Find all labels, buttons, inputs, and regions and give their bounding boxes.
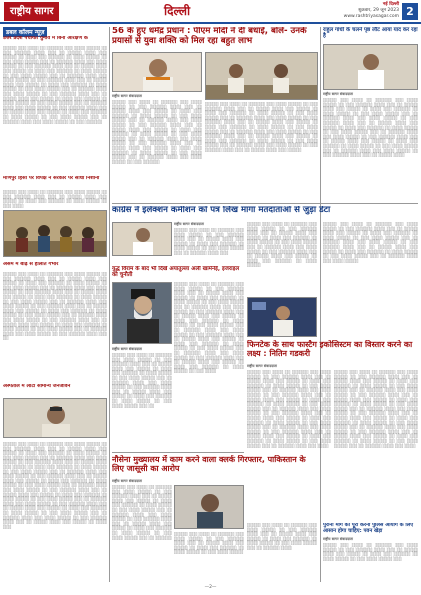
congress-headline: कांग्रेस ने इलेक्शन कमीशन को पत्र लिख मांगा मतदाताओं से जुड़ा डेटा bbox=[112, 206, 331, 215]
body-filler: ░░░░░ ░░░ ░░░░ ░░ ░░░░░░ ░░░ ░░░░ ░░░░░ ░░ ░░░ ░░░░░░ ░░░░ ░░░ ░░ ░░░░░ ░░░░ ░░░ ░░░░░ ░░ ░░░░ ░░░ ░░░░░░ ░░ ░░░░ ░░░░░ ░░ ░░░ ░░░░ ░░░░░ ░░░ ░░ ░░░░░░ ░░░░ ░░░ ░░░░ ░░░░░ ░░ ░░░ ░░░░░░ ░░░░ ░░░ ░░ ░░░░░ ░░░░ ░░░ ░░░░░ ░░ ░░░░ ░░░ ░░░░░░ ░░ ░░░░ ░░░░░ ░░ ░░░ ░░░░ ░░░░░ ░░░ ░░ ░░░░░░ ░░░░ ░░░ ░░░░ ░░░░░ ░░ ░░░ ░░░░░░ ░░░░ ░░░ ░░ ░░░░░ ░░░░ ░░░ ░░░░░ ░░ ░░░░ ░░░ ░░░░░░ ░░ ░░░░ ░░░░░ ░░ ░░░ ░░░░ ░░░░░ ░░░ ░░ ░░░░░░ ░░░░ ░░░ ░░░░ ░░░░░ ░░ ░░░ ░░░░░░ ░░░░ ░░░ ░░ ░░░░░ ░░░░ ░░░ ░░░░░ ░░ ░░░░ ░░░ ░░░░░░ ░░ ░░░░ ░░░░░ ░░ ░░░ ░░░░ bbox=[174, 282, 244, 374]
lead-body-col2 bbox=[205, 102, 318, 200]
page-number: 2 bbox=[402, 3, 418, 20]
navy-body-col1 bbox=[112, 485, 172, 582]
body-filler: ░░░░░ ░░░ ░░░░ ░░ ░░░░░░ ░░░ ░░░░ ░░░░░ ░░ ░░░ ░░░░░░ ░░░░ ░░░ ░░ ░░░░░ ░░░░ ░░░ ░░░░░ ░░ ░░░░ ░░░ ░░░░░░ ░░ ░░░░ ░░░░░ ░░ ░░░ ░░░░ ░░░░░ bbox=[174, 532, 244, 555]
body-filler: ░░░░░ ░░░ ░░░░ ░░ ░░░░░░ ░░░ ░░░░ ░░░░░ ░░ ░░░ ░░░░░░ ░░░░ ░░░ ░░ ░░░░░ ░░░░ ░░░ ░░░░░ ░░ ░░░░ ░░░ ░░░░░░ ░░ ░░░░ ░░░░░ ░░ ░░░ ░░░░ bbox=[3, 190, 107, 208]
lead-byline: राष्ट्रीय सागर संवाददाता bbox=[112, 94, 142, 98]
row-rule-2 bbox=[112, 452, 244, 453]
congress-body-col2 bbox=[247, 222, 317, 294]
lead-photo-2 bbox=[205, 52, 318, 100]
body-filler: ░░░░░ ░░░ ░░░░ ░░ ░░░░░░ ░░░ ░░░░ ░░░░░ ░░ ░░░ ░░░░░░ ░░░░ ░░░ ░░ ░░░░░ ░░░░ ░░░ ░░░░░ ░░ ░░░░ ░░░ ░░░░░░ ░░ ░░░░ ░░░░░ ░░ ░░░ ░░░░ ░░░░░ ░░░ ░░ ░░░░░░ ░░░░ ░░░ ░░░░ ░░░░░ ░░ ░░░ ░░░░░░ ░░░░ ░░░ ░░ ░░░░░ ░░░░ ░░░ ░░░░░ ░░ ░░░░ ░░░ ░░░░░░ ░░ ░░░░ ░░░░░ ░░ ░░░ ░░░░ ░░░░░ ░░░ ░░ ░░░░░░ ░░░░ ░░░ ░░░░ ░░░░░ ░░ ░░░ ░░░░░░ ░░░░ ░░░ ░░ ░░░░░ ░░░░ ░░░ ░░░░░ ░░ ░░░░ ░░░ ░░░░░░ ░░ ░░░░ ░░░░░ ░░ ░░░ ░░░░ ░░░░░ ░░░ ░░ ░░░░░░ ░░░░ ░░░ ░░░░ ░░░░░ ░░ ░░░ ░░░░░░ ░░░░ ░░░ ░░ ░░░░░ ░░░░ ░░░ ░░░░░ ░░ ░░░░ ░░░ ░░░░░░ ░░ ░░░░ ░░░░░ ░░ ░░░ ░░░░ ░░░░░ ░░░ ░░ ░░░░░░ ░░░░ ░░░ ░░░░ ░░░░░ ░░ ░░░ ░░░░░░ ░░░░ ░░░ ░░ bbox=[3, 272, 107, 341]
body-filler: ░░░░░ ░░░ ░░░░ ░░ ░░░░░░ ░░░ ░░░░ ░░░░░ ░░ ░░░ ░░░░░░ ░░░░ ░░░ ░░ ░░░░░ ░░░░ ░░░ ░░░░░ ░░ ░░░░ ░░░ ░░░░░░ ░░ ░░░░ ░░░░░ ░░ ░░░ ░░░░ ░░░░░ ░░░ ░░ ░░░░░░ ░░░░ ░░░ ░░░░ ░░░░░ ░░ ░░░ ░░░░░░ ░░░░ ░░░ ░░ ░░░░░ ░░░░ ░░░ ░░░░░ ░░ ░░░░ ░░░ ░░░░░░ ░░ ░░░░ ░░░░░ ░░ ░░░ ░░░░ ░░░░░ ░░░ ░░ ░░░░░░ ░░░░ ░░░ ░░░░ ░░░░░ bbox=[323, 222, 418, 263]
masthead bbox=[0, 0, 421, 24]
cleric-photo-icon bbox=[113, 283, 172, 344]
congress-photo bbox=[112, 222, 172, 256]
left-story3-body bbox=[3, 272, 107, 382]
gadkari-headline: फिनटेक के साथ फास्टैग इकोसिस्टम का विस्तार करने का लक्ष्य : नितिन गडकरी bbox=[247, 340, 413, 359]
column-divider bbox=[109, 27, 110, 582]
body-filler: ░░░░░ ░░░ ░░░░ ░░ ░░░░░░ ░░░ ░░░░ ░░░░░ ░░ ░░░ ░░░░░░ ░░░░ ░░░ ░░ ░░░░░ ░░░░ ░░░ ░░░░░ ░░ ░░░░ ░░░ ░░░░░░ ░░ ░░░░ ░░░░░ ░░ ░░░ ░░░░ ░░░░░ ░░░ ░░ ░░░░░░ ░░░░ ░░░ ░░░░ ░░░░░ ░░ ░░░ ░░░░░░ ░░░░ ░░░ ░░ ░░░░░ ░░░░ ░░░ ░░░░░ ░░ ░░░░ ░░░ ░░░░░░ ░░ ░░░░ ░░░░░ ░░ ░░░ ░░░░ ░░░░░ ░░░ ░░ ░░░░░░ ░░░░ ░░░ ░░░░ ░░░░░ ░░ ░░░ ░░░░░░ ░░░░ ░░░ ░░ ░░░░░ ░░░░ ░░░ ░░░░░ ░░ ░░░░ ░░░ ░░░░░░ ░░ ░░░░ ░░░░░ ░░ ░░░ ░░░░ ░░░░░ ░░░ ░░ ░░░░░░ ░░░░ ░░░ ░░░░ ░░░░░ ░░ ░░░ ░░░░░░ ░░░░ ░░░ ░░ ░░░░░ ░░░░ bbox=[323, 98, 418, 158]
body-filler: ░░░░░ ░░░ ░░░░ ░░ ░░░░░░ ░░░ ░░░░ ░░░░░ ░░ ░░░ ░░░░░░ ░░░░ ░░░ ░░ ░░░░░ ░░░░ ░░░ ░░░░░ ░░ ░░░░ ░░░ ░░░░░░ ░░ ░░░░ ░░░░░ ░░ ░░░ ░░░░ ░░░░░ ░░░ bbox=[323, 543, 418, 561]
body-filler: ░░░░░ ░░░ ░░░░ ░░ ░░░░░░ ░░░ ░░░░ ░░░░░ ░░ ░░░ ░░░░░░ ░░░░ ░░░ ░░ ░░░░░ ░░░░ ░░░ ░░░░░ ░░ ░░░░ ░░░ ░░░░░░ ░░ ░░░░ ░░░░░ ░░ ░░░ ░░░░ ░░░░░ ░░░ ░░ ░░░░░░ ░░░░ ░░░ ░░░░ ░░░░░ ░░ ░░░ ░░░░░░ ░░░░ ░░░ ░░ ░░░░░ ░░░░ ░░░ ░░░░░ ░░ ░░░░ ░░░ ░░░░░░ ░░ ░░░░ ░░░░░ ░░ ░░░ ░░░░ ░░░░░ ░░░ ░░ ░░░░░░ ░░░░ ░░░ ░░░░ ░░░░░ ░░ ░░░ ░░░░░░ ░░░░ ░░░ ░░ ░░░░░ ░░░░ ░░░ ░░░░░ ░░ ░░░░ ░░░ ░░░░░░ ░░ ░░░░ ░░░░░ ░░ ░░░ ░░░░ ░░░░░ ░░░ ░░ ░░░░░░ ░░░░ ░░░ ░░░░ ░░░░░ ░░ ░░░ ░░░░░░ ░░░░ ░░░ ░░ ░░░░░ ░░░░ ░░░ ░░░░░ bbox=[205, 102, 318, 152]
lead-headline: 56 के हुए धर्मेंद्र प्रधान : पीएम मोदी ने दी बधाई, बोले- उनके प्रयासों से युवा शक्ति को मिल रहा बहुत लाभ bbox=[112, 27, 307, 46]
politician-photo-icon bbox=[113, 223, 172, 256]
war-photo bbox=[112, 282, 172, 344]
protest-photo-icon bbox=[4, 211, 107, 257]
lead-body-col1 bbox=[112, 100, 202, 200]
navy-photo bbox=[174, 485, 244, 529]
war-headline: युद्ध विराम के बाद भी दिखे अयातुल्ला अली खामेनेई, इजराइल को चुनौती bbox=[112, 266, 240, 279]
navy-headline: नौसेना मुख्यालय में काम करने वाला क्लर्क गिरफ्तार, पाकिस्तान के लिए जासूसी का आरोप bbox=[112, 455, 306, 474]
navy-byline: राष्ट्रीय सागर संवाददाता bbox=[112, 479, 142, 483]
left-story2-body bbox=[3, 190, 107, 208]
navy-body-col2 bbox=[174, 532, 244, 582]
right-top-photo bbox=[323, 44, 418, 90]
masthead-city: नई दिल्ली bbox=[382, 2, 399, 7]
left-story1-body bbox=[3, 46, 107, 174]
masthead-date: शुक्रवार, 29 जून 2023 bbox=[358, 8, 399, 13]
right-top-byline: राष्ट्रीय सागर संवाददाता bbox=[323, 92, 353, 96]
body-filler: ░░░░░ ░░░ ░░░░ ░░ ░░░░░░ ░░░ ░░░░ ░░░░░ ░░ ░░░ ░░░░░░ ░░░░ ░░░ ░░ ░░░░░ ░░░░ ░░░ ░░░░░ ░░ ░░░░ ░░░ ░░░░░░ ░░ ░░░░ ░░░░░ ░░ ░░░ ░░░░ ░░░░░ ░░░ ░░ ░░░░░░ ░░░░ bbox=[247, 523, 317, 550]
congress-byline: राष्ट्रीय सागर संवाददाता bbox=[174, 222, 204, 226]
gadkari-body-col1 bbox=[247, 370, 331, 520]
page-footer: —2— bbox=[204, 585, 217, 590]
conference-photo-icon bbox=[248, 298, 317, 337]
left-story4-body bbox=[3, 442, 107, 582]
body-filler: ░░░░░ ░░░ ░░░░ ░░ ░░░░░░ ░░░ ░░░░ ░░░░░ ░░ ░░░ ░░░░░░ ░░░░ ░░░ ░░ ░░░░░ ░░░░ ░░░ ░░░░░ ░░ ░░░░ ░░░ ░░░░░░ ░░ ░░░░ ░░░░░ ░░ ░░░ ░░░░ ░░░░░ ░░░ ░░ ░░░░░░ ░░░░ ░░░ bbox=[174, 228, 244, 255]
congress-body-col3 bbox=[323, 222, 418, 294]
right-top-body bbox=[323, 98, 418, 200]
right-top-headline: राहुल गांधी के चलने पृष्ठ लौट आया याद कर रहा है bbox=[323, 27, 418, 40]
gadkari-byline: राष्ट्रीय सागर संवाददाता bbox=[247, 364, 277, 368]
war-body-col2 bbox=[174, 282, 244, 449]
body-filler: ░░░░░ ░░░ ░░░░ ░░ ░░░░░░ ░░░ ░░░░ ░░░░░ ░░ ░░░ ░░░░░░ ░░░░ ░░░ ░░ ░░░░░ ░░░░ ░░░ ░░░░░ ░░ ░░░░ ░░░ ░░░░░░ ░░ ░░░░ ░░░░░ ░░ ░░░ ░░░░ ░░░░░ ░░░ ░░ ░░░░░░ ░░░░ ░░░ ░░░░ ░░░░░ ░░ ░░░ ░░░░░░ ░░░░ ░░░ ░░ ░░░░░ ░░░░ ░░░ ░░░░░ ░░ ░░░░ ░░░ ░░░░░░ ░░ ░░░░ ░░░░░ ░░ ░░░ ░░░░ ░░░░░ ░░░ ░░ ░░░░░░ bbox=[112, 485, 172, 540]
row-rule bbox=[112, 203, 418, 204]
gadkari-body-col2 bbox=[334, 370, 418, 520]
navy-body-col3 bbox=[247, 523, 317, 582]
body-filler: ░░░░░ ░░░ ░░░░ ░░ ░░░░░░ ░░░ ░░░░ ░░░░░ ░░ ░░░ ░░░░░░ ░░░░ ░░░ ░░ ░░░░░ ░░░░ ░░░ ░░░░░ ░░ ░░░░ ░░░ ░░░░░░ ░░ ░░░░ ░░░░░ ░░ ░░░ ░░░░ ░░░░░ ░░░ ░░ ░░░░░░ ░░░░ ░░░ ░░░░ ░░░░░ ░░ ░░░ ░░░░░░ ░░░░ ░░░ ░░ ░░░░░ ░░░░ ░░░ ░░░░░ ░░ ░░░░ ░░░ ░░░░░░ ░░ ░░░░ ░░░░░ ░░ ░░░ ░░░░ ░░░░░ ░░░ ░░ bbox=[112, 353, 172, 408]
left-story4-headline: अस्पताल में लौटा सामान्य जनजीवन bbox=[3, 384, 71, 389]
minister-photo-icon bbox=[113, 53, 202, 92]
left-story4-photo bbox=[3, 398, 107, 438]
right-bottom-headline: पुरानी मांग को पूरा करना पुलिस आयोग के लिए आसान होगा चाहिए: पवन खेड़ा bbox=[323, 523, 414, 534]
portrait-photo-icon bbox=[4, 399, 107, 438]
gadkari-photo bbox=[247, 297, 317, 337]
left-story3-headline: असम में बाढ़ से हालात गंभीर bbox=[3, 262, 59, 267]
war-byline: राष्ट्रीय सागर संवाददाता bbox=[112, 347, 142, 351]
masthead-website: www.rashtriyasagar.com bbox=[343, 14, 399, 19]
masthead-meta bbox=[344, 2, 399, 20]
war-body-col1 bbox=[112, 353, 172, 449]
edition-title: दिल्ली bbox=[164, 4, 191, 18]
lead-photo bbox=[112, 52, 202, 92]
right-bottom-body bbox=[323, 543, 418, 582]
left-story2-headline: मणिपुर हिंसा पर विपक्ष ने सरकार पर साधा निशाना bbox=[3, 176, 100, 181]
meeting-photo-icon bbox=[206, 53, 318, 100]
brand-logo: राष्ट्रीय सागर bbox=[4, 2, 59, 21]
accused-photo-icon bbox=[175, 486, 244, 529]
body-filler: ░░░░░ ░░░ ░░░░ ░░ ░░░░░░ ░░░ ░░░░ ░░░░░ ░░ ░░░ ░░░░░░ ░░░░ ░░░ ░░ ░░░░░ ░░░░ ░░░ ░░░░░ ░░ ░░░░ ░░░ ░░░░░░ ░░ ░░░░ ░░░░░ ░░ ░░░ ░░░░ ░░░░░ ░░░ ░░ ░░░░░░ ░░░░ ░░░ ░░░░ ░░░░░ ░░ ░░░ ░░░░░░ ░░░░ ░░░ ░░ ░░░░░ ░░░░ ░░░ ░░░░░ ░░ ░░░░ ░░░ ░░░░░░ ░░ ░░░░ ░░░░░ ░░ ░░░ ░░░░ ░░░░░ ░░░ ░░ ░░░░░░ ░░░░ ░░░ ░░░░ ░░░░░ ░░ ░░░ ░░░░░░ ░░░░ ░░░ ░░ ░░░░░ ░░░░ ░░░ ░░░░░ ░░ ░░░░ ░░░ ░░░░░░ ░░ ░░░░ ░░░░░ ░░ ░░░ ░░░░ ░░░░░ ░░░ ░░ ░░░░░░ ░░░░ ░░░ ░░░░ ░░░░░ ░░ ░░░ ░░░░░░ ░░░░ ░░░ ░░ ░░░░░ ░░░░ ░░░ ░░░░░ ░░ ░░░░ ░░░ ░░░░░░ ░░ ░░░░ ░░░░░ ░░ ░░░ ░░░░ ░░░░░ ░░░ ░░ ░░░░░░ ░░░░ ░░░ ░░░░ bbox=[334, 370, 418, 448]
body-filler: ░░░░░ ░░░ ░░░░ ░░ ░░░░░░ ░░░ ░░░░ ░░░░░ ░░ ░░░ ░░░░░░ ░░░░ ░░░ ░░ ░░░░░ ░░░░ ░░░ ░░░░░ ░░ ░░░░ ░░░ ░░░░░░ ░░ ░░░░ ░░░░░ ░░ ░░░ ░░░░ ░░░░░ ░░░ ░░ ░░░░░░ ░░░░ ░░░ ░░░░ ░░░░░ ░░ ░░░ ░░░░░░ ░░░░ ░░░ ░░ ░░░░░ ░░░░ ░░░ ░░░░░ ░░ ░░░░ ░░░ ░░░░░░ ░░ ░░░░ ░░░░░ ░░ ░░░ ░░░░ ░░░░░ ░░░ ░░ ░░░░░░ ░░░░ ░░░ ░░░░ ░░░░░ ░░ ░░░ ░░░░░░ ░░░░ ░░░ ░░ ░░░░░ ░░░░ ░░░ ░░░░░ ░░ ░░░░ ░░░ ░░░░░░ ░░ ░░░░ ░░░░░ ░░ ░░░ ░░░░ ░░░░░ ░░░ ░░ ░░░░░░ ░░░░ ░░░ ░░░░ ░░░░░ ░░ ░░░ ░░░░░░ ░░░░ ░░░ ░░ ░░░░░ ░░░░ ░░░ ░░░░░ ░░ ░░░░ ░░░ ░░░░░░ ░░ ░░░░ ░░░░░ ░░ ░░░ ░░░░ ░░░░░ ░░░ ░░ ░░░░░░ ░░░░ ░░░ ░░░░ ░░░░░ ░░ ░░░ ░░░░░░ ░░░░ ░░░ ░░ ░░░░░ ░░░░ ░░░ ░░░░░ ░░ ░░░░ ░░░ ░░░░░░ ░░ ░░░░ ░░░░░ ░░ ░░░ ░░░░ ░░░░░ ░░░ ░░ ░░░░░░ ░░░░ ░░░ ░░░░ ░░░░░ ░░ ░░░ ░░░░░░ bbox=[3, 46, 107, 124]
body-filler: ░░░░░ ░░░ ░░░░ ░░ ░░░░░░ ░░░ ░░░░ ░░░░░ ░░ ░░░ ░░░░░░ ░░░░ ░░░ ░░ ░░░░░ ░░░░ ░░░ ░░░░░ ░░ ░░░░ ░░░ ░░░░░░ ░░ ░░░░ ░░░░░ ░░ ░░░ ░░░░ ░░░░░ ░░░ ░░ ░░░░░░ ░░░░ ░░░ ░░░░ ░░░░░ ░░ ░░░ ░░░░░░ ░░░░ ░░░ ░░ ░░░░░ ░░░░ ░░░ ░░░░░ ░░ ░░░░ ░░░ ░░░░░░ ░░ ░░░░ ░░░░░ ░░ ░░░ ░░░░ ░░░░░ ░░░ ░░ ░░░░░░ ░░░░ ░░░ ░░░░ ░░░░░ ░░ ░░░ ░░░░░░ ░░░░ ░░░ ░░ ░░░░░ ░░░░ ░░░ ░░░░░ ░░ ░░░░ ░░░ ░░░░░░ ░░ ░░░░ ░░░░░ ░░ ░░░ ░░░░ ░░░░░ ░░░ ░░ ░░░░░░ ░░░░ ░░░ ░░░░ ░░░░░ ░░ ░░░ ░░░░░░ ░░░░ ░░░ ░░ ░░░░░ ░░░░ ░░░ ░░░░░ ░░ ░░░░ ░░░ ░░░░░░ ░░ ░░░░ ░░░░░ ░░ ░░░ ░░░░ ░░░░░ ░░░ ░░ ░░░░░░ ░░░░ ░░░ ░░░░ ░░░░░ ░░ ░░░ ░░░░░░ ░░░░ ░░░ ░░ ░░░░░ ░░░░ ░░░ ░░░░░ ░░ ░░░░ ░░░ ░░░░░░ ░░ ░░░░ ░░░░░ ░░ ░░░ ░░░░ ░░░░░ ░░░ ░░ ░░░░░░ ░░░░ ░░░ ░░░░ ░░░░░ ░░ ░░░ ░░░░░░ ░░░░ ░░░ ░░ ░░░░░ ░░░░ ░░░ ░░░░░ ░░ ░░░░ ░░░ bbox=[3, 442, 107, 529]
congress-body-col1 bbox=[174, 228, 244, 262]
body-filler: ░░░░░ ░░░ ░░░░ ░░ ░░░░░░ ░░░ ░░░░ ░░░░░ ░░ ░░░ ░░░░░░ ░░░░ ░░░ ░░ ░░░░░ ░░░░ ░░░ ░░░░░ ░░ ░░░░ ░░░ ░░░░░░ ░░ ░░░░ ░░░░░ ░░ ░░░ ░░░░ ░░░░░ ░░░ ░░ ░░░░░░ ░░░░ ░░░ ░░░░ ░░░░░ ░░ ░░░ ░░░░░░ ░░░░ ░░░ ░░ ░░░░░ ░░░░ ░░░ ░░░░░ ░░ ░░░░ ░░░ ░░░░░░ ░░ ░░░░ ░░░░░ bbox=[247, 222, 317, 268]
body-filler: ░░░░░ ░░░ ░░░░ ░░ ░░░░░░ ░░░ ░░░░ ░░░░░ ░░ ░░░ ░░░░░░ ░░░░ ░░░ ░░ ░░░░░ ░░░░ ░░░ ░░░░░ ░░ ░░░░ ░░░ ░░░░░░ ░░ ░░░░ ░░░░░ ░░ ░░░ ░░░░ ░░░░░ ░░░ ░░ ░░░░░░ ░░░░ ░░░ ░░░░ ░░░░░ ░░ ░░░ ░░░░░░ ░░░░ ░░░ ░░ ░░░░░ ░░░░ ░░░ ░░░░░ ░░ ░░░░ ░░░ ░░░░░░ ░░ ░░░░ ░░░░░ ░░ ░░░ ░░░░ ░░░░░ ░░░ ░░ ░░░░░░ ░░░░ ░░░ ░░░░ ░░░░░ ░░ ░░░ ░░░░░░ ░░░░ ░░░ ░░ ░░░░░ ░░░░ ░░░ ░░░░░ ░░ ░░░░ ░░░ ░░░░░░ ░░ ░░░░ ░░░░░ ░░ ░░░ ░░░░ ░░░░░ ░░░ ░░ ░░░░░░ ░░░░ ░░░ ░░░░ ░░░░░ ░░ ░░░ ░░░░░░ ░░░░ ░░░ ░░ ░░░░░ ░░░░ ░░░ ░░░░░ ░░ ░░░░ ░░░ ░░░░░░ ░░ ░░░░ ░░░░░ ░░ ░░░ ░░░░ ░░░░░ ░░░ ░░ ░░░░░░ ░░░░ ░░░ ░░░░ bbox=[247, 370, 331, 448]
leader-photo-icon bbox=[324, 45, 418, 90]
right-bottom-byline: राष्ट्रीय सागर संवाददाता bbox=[323, 537, 353, 541]
left-story2-photo bbox=[3, 210, 107, 257]
body-filler: ░░░░░ ░░░ ░░░░ ░░ ░░░░░░ ░░░ ░░░░ ░░░░░ ░░ ░░░ ░░░░░░ ░░░░ ░░░ ░░ ░░░░░ ░░░░ ░░░ ░░░░░ ░░ ░░░░ ░░░ ░░░░░░ ░░ ░░░░ ░░░░░ ░░ ░░░ ░░░░ ░░░░░ ░░░ ░░ ░░░░░░ ░░░░ ░░░ ░░░░ ░░░░░ ░░ ░░░ ░░░░░░ ░░░░ ░░░ ░░ ░░░░░ ░░░░ ░░░ ░░░░░ ░░ ░░░░ ░░░ ░░░░░░ ░░ ░░░░ ░░░░░ ░░ ░░░ ░░░░ ░░░░░ ░░░ ░░ ░░░░░░ ░░░░ ░░░ ░░░░ ░░░░░ ░░ ░░░ ░░░░░░ ░░░░ ░░░ ░░ ░░░░░ ░░░░ ░░░ ░░░░░ ░░ ░░░░ ░░░ ░░░░░░ ░░ ░░░░ ░░░░░ ░░ ░░░ ░░░░ ░░░░░ ░░░ ░░ ░░░░░░ ░░░░ ░░░ ░░░░ ░░░░░ ░░ ░░░ ░░░░░░ bbox=[112, 100, 202, 164]
section-label: डबल कॉलम न्यूज़ bbox=[3, 27, 47, 37]
left-story1-headline: उत्तर प्रदेश पंचायत चुनाव में बिना आरक्षण के bbox=[3, 36, 88, 41]
